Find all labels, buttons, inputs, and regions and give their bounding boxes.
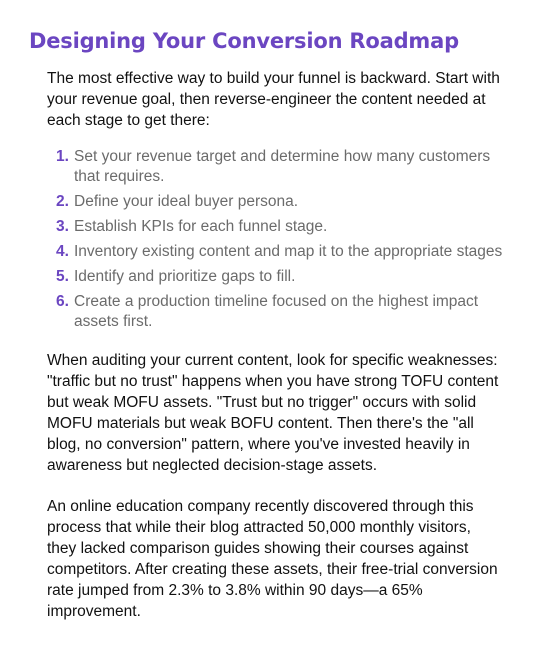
step-number: 1. [56, 148, 69, 165]
step-number: 3. [56, 218, 69, 235]
roadmap-steps-list [47, 147, 503, 332]
list-item [56, 192, 503, 212]
step-text: Set your revenue target and determine how many customers that requires. [74, 148, 491, 185]
step-text: Inventory existing content and map it to the appropriate stages [74, 243, 503, 260]
step-number: 5. [56, 268, 69, 285]
step-number: 6. [56, 293, 69, 310]
list-item [56, 147, 503, 187]
intro-paragraph: The most effective way to build your funnel is backward. Start with your revenue goal, then reverse-engineer the content needed at each stage to get there: [47, 70, 500, 129]
step-number: 2. [56, 193, 69, 210]
list-item [56, 217, 503, 237]
step-text: Define your ideal buyer persona. [74, 193, 299, 210]
list-item [56, 267, 503, 287]
list-item [56, 292, 503, 332]
step-text: Establish KPIs for each funnel stage. [74, 218, 328, 235]
case-study-paragraph: An online education company recently discovered through this process that while their blog attracted 50,000 monthly visitors, they lacked comparison guides showing their courses against competitors. After creating these assets, their free-trial conversion rate jumped from 2.3% to 3.8% within 90 days—a 65% improvement. [47, 498, 498, 620]
list-item [56, 242, 503, 262]
section-heading: Designing Your Conversion Roadmap [29, 29, 459, 53]
step-text: Create a production timeline focused on the highest impact assets first. [74, 293, 479, 330]
step-text: Identify and prioritize gaps to fill. [74, 268, 296, 285]
step-number: 4. [56, 243, 69, 260]
section-content [29, 68, 503, 622]
audit-paragraph: When auditing your current content, look for specific weaknesses: "traffic but no trust" happens when you have strong TOFU content but weak MOFU assets. "Trust but no trigger" occurs with solid MOFU materials but weak BOFU content. Then there's the "all blog, no conversion" pattern, where you've invested heavily in awareness but neglected decision-stage assets. [47, 352, 499, 474]
